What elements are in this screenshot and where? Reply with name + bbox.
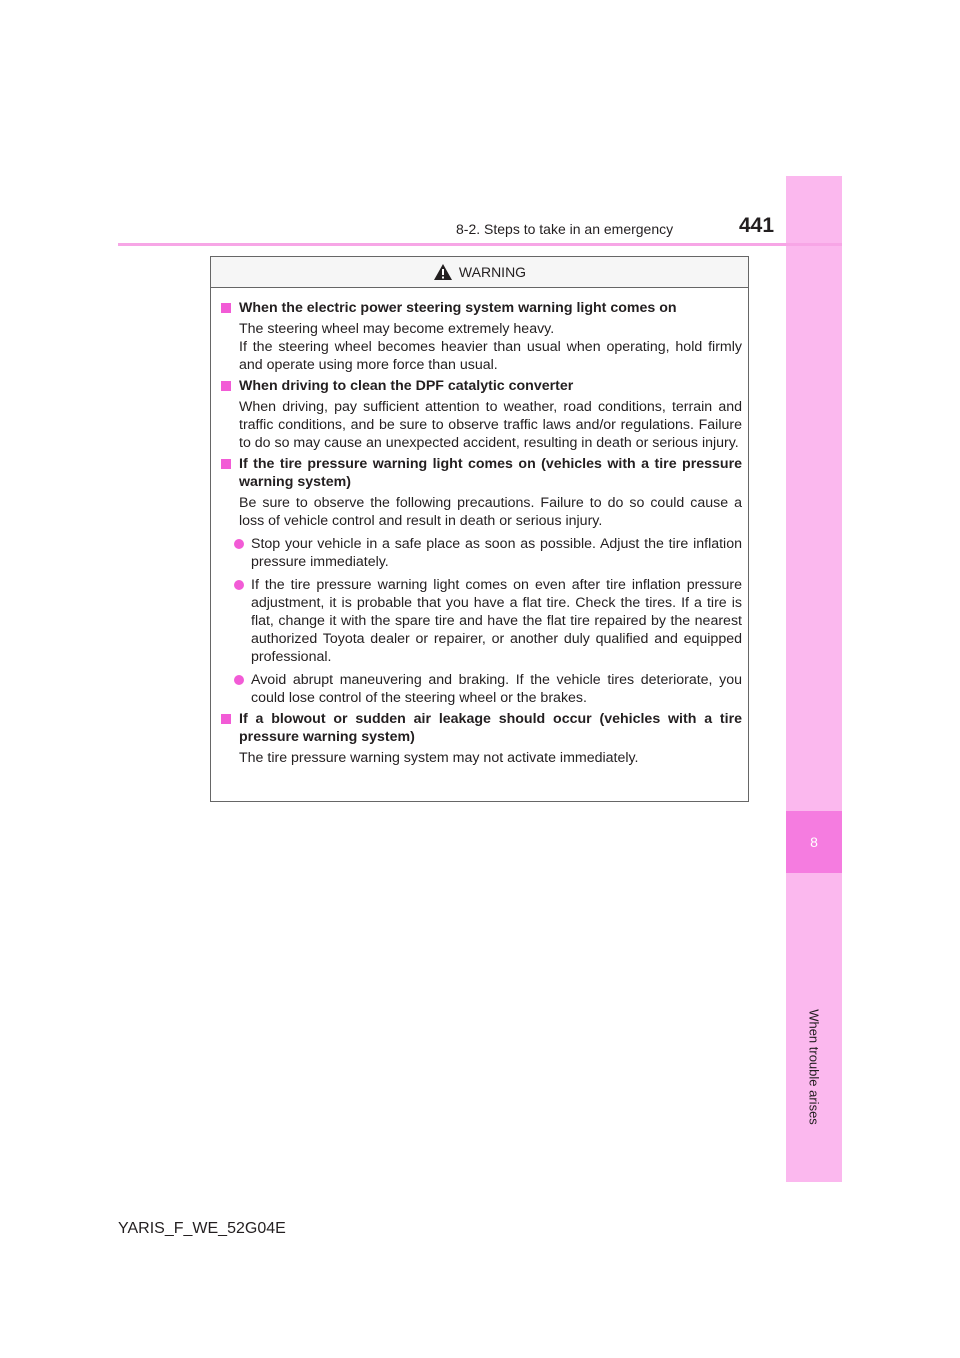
bullet-item: Avoid abrupt maneuvering and braking. If the vehicle tires deteriorate, you could lose control of the steering wheel or the brakes. [221,671,742,707]
chapter-number-badge: 8 [786,811,842,873]
square-bullet-icon [221,381,231,391]
warning-item [221,377,742,452]
warning-item-text: The tire pressure warning system may not activate immediately. [239,750,639,766]
warning-item-title: When the electric power steering system warning light comes on [221,299,742,317]
warning-item [221,710,742,767]
warning-item-text: Be sure to observe the following precautions. Failure to do so could cause a loss of vehicle control and result in death or serious injury. [239,495,742,529]
warning-item-title: If the tire pressure warning light comes on (vehicles with a tire pressure warning system) [221,455,742,491]
warning-body [211,288,748,767]
round-bullet-icon [234,675,244,685]
warning-item-title: If a blowout or sudden air leakage should occur (vehicles with a tire pressure warning system) [221,710,742,746]
warning-box [210,256,749,802]
document-code: YARIS_F_WE_52G04E [118,1220,286,1237]
bullet-item: Stop your vehicle in a safe place as soon as possible. Adjust the tire inflation pressure immediately. [221,535,742,571]
header-divider [118,243,842,246]
round-bullet-icon [234,580,244,590]
square-bullet-icon [221,459,231,469]
page-number: 441 [739,214,775,237]
square-bullet-icon [221,303,231,313]
warning-item-title: When driving to clean the DPF catalytic converter [221,377,742,395]
warning-item-text: When driving, pay sufficient attention to weather, road conditions, terrain and traffic conditions, and be sure to observe traffic laws and/or regulations. Failure to do so may cause an unexpected accident, resulting in death or serious injury. [239,399,742,451]
warning-header [211,257,748,288]
round-bullet-icon [234,539,244,549]
warning-item-text: If the steering wheel becomes heavier than usual when operating, hold firmly and operate using more force than usual. [239,339,742,373]
square-bullet-icon [221,714,231,724]
chapter-label: When trouble arises [806,1009,822,1125]
warning-item [221,455,742,707]
warning-item [221,299,742,374]
warning-item-text: The steering wheel may become extremely heavy. [239,321,555,337]
warning-title: WARNING [458,264,527,280]
bullet-item: If the tire pressure warning light comes on even after tire inflation pressure adjustment, it is probable that you have a flat tire. Check the tires. If a tire is flat, change it with the spare tire and have the flat tire repaired by the nearest authorized Toyota dealer or repairer, or another duly qualified and equipped professional. [221,576,742,666]
section-title: 8-2. Steps to take in an emergency [456,221,674,237]
warning-triangle-icon [433,263,453,281]
